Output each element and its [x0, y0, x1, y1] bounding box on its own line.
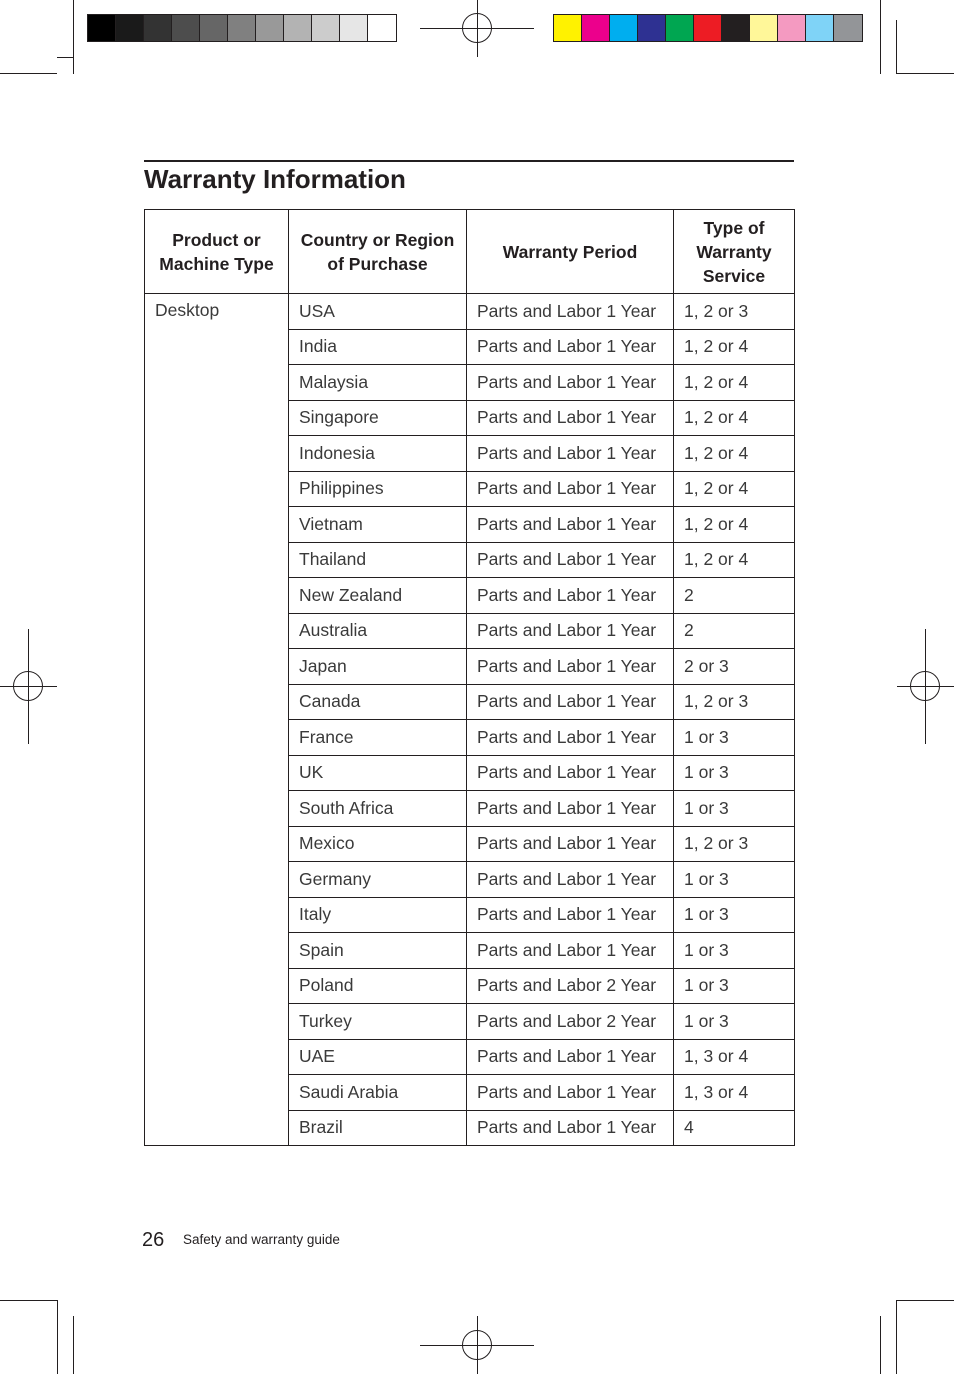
grayscale-swatch [340, 15, 368, 41]
service-cell: 1 or 3 [674, 720, 795, 756]
crop-mark [897, 1300, 954, 1301]
header-service: Type of Warranty Service [674, 210, 795, 294]
country-cell: South Africa [289, 791, 467, 827]
period-cell: Parts and Labor 1 Year [467, 436, 674, 472]
grayscale-swatch [172, 15, 200, 41]
country-cell: Poland [289, 968, 467, 1004]
process-swatch [582, 15, 610, 41]
country-cell: Canada [289, 684, 467, 720]
period-cell: Parts and Labor 1 Year [467, 933, 674, 969]
country-cell: Saudi Arabia [289, 1075, 467, 1111]
page-title: Warranty Information [144, 164, 406, 194]
service-cell: 1, 3 or 4 [674, 1075, 795, 1111]
service-cell: 1 or 3 [674, 968, 795, 1004]
period-cell: Parts and Labor 2 Year [467, 968, 674, 1004]
crop-mark [57, 57, 74, 58]
period-cell: Parts and Labor 1 Year [467, 1075, 674, 1111]
header-product: Product or Machine Type [145, 210, 289, 294]
service-cell: 1 or 3 [674, 862, 795, 898]
grayscale-swatch [200, 15, 228, 41]
process-swatch [806, 15, 834, 41]
service-cell: 1, 2 or 4 [674, 507, 795, 543]
period-cell: Parts and Labor 1 Year [467, 649, 674, 685]
period-cell: Parts and Labor 1 Year [467, 471, 674, 507]
crop-mark [57, 1300, 58, 1374]
crop-mark [0, 73, 57, 74]
process-swatch [610, 15, 638, 41]
country-cell: Thailand [289, 542, 467, 578]
header-period: Warranty Period [467, 210, 674, 294]
period-cell: Parts and Labor 1 Year [467, 897, 674, 933]
period-cell: Parts and Labor 1 Year [467, 826, 674, 862]
process-swatch [694, 15, 722, 41]
service-cell: 1 or 3 [674, 933, 795, 969]
country-cell: UAE [289, 1039, 467, 1075]
service-cell: 1, 2 or 3 [674, 826, 795, 862]
service-cell: 2 [674, 578, 795, 614]
grayscale-swatch [116, 15, 144, 41]
process-swatch [722, 15, 750, 41]
country-cell: Philippines [289, 471, 467, 507]
service-cell: 1, 2 or 4 [674, 471, 795, 507]
country-cell: Vietnam [289, 507, 467, 543]
service-cell: 1, 2 or 3 [674, 684, 795, 720]
crop-mark [897, 73, 954, 74]
country-cell: Germany [289, 862, 467, 898]
service-cell: 1, 2 or 4 [674, 365, 795, 401]
country-cell: UK [289, 755, 467, 791]
service-cell: 1 or 3 [674, 897, 795, 933]
service-cell: 1 or 3 [674, 1004, 795, 1040]
grayscale-color-bar [87, 14, 397, 42]
process-swatch [638, 15, 666, 41]
registration-circle [910, 671, 940, 701]
period-cell: Parts and Labor 1 Year [467, 755, 674, 791]
country-cell: France [289, 720, 467, 756]
period-cell: Parts and Labor 1 Year [467, 542, 674, 578]
service-cell: 1, 2 or 4 [674, 400, 795, 436]
period-cell: Parts and Labor 1 Year [467, 507, 674, 543]
period-cell: Parts and Labor 1 Year [467, 1039, 674, 1075]
service-cell: 2 or 3 [674, 649, 795, 685]
country-cell: Australia [289, 613, 467, 649]
country-cell: Japan [289, 649, 467, 685]
period-cell: Parts and Labor 2 Year [467, 1004, 674, 1040]
crop-mark [73, 0, 74, 74]
service-cell: 1, 3 or 4 [674, 1039, 795, 1075]
service-cell: 1 or 3 [674, 791, 795, 827]
registration-circle [13, 671, 43, 701]
guide-title: Safety and warranty guide [183, 1232, 340, 1247]
process-swatch [834, 15, 862, 41]
country-cell: USA [289, 294, 467, 330]
grayscale-swatch [368, 15, 396, 41]
country-cell: Brazil [289, 1110, 467, 1146]
period-cell: Parts and Labor 1 Year [467, 1110, 674, 1146]
country-cell: India [289, 329, 467, 365]
crop-mark [896, 1300, 897, 1374]
service-cell: 1, 2 or 4 [674, 329, 795, 365]
period-cell: Parts and Labor 1 Year [467, 294, 674, 330]
registration-circle [462, 13, 492, 43]
period-cell: Parts and Labor 1 Year [467, 400, 674, 436]
service-cell: 4 [674, 1110, 795, 1146]
period-cell: Parts and Labor 1 Year [467, 329, 674, 365]
country-cell: New Zealand [289, 578, 467, 614]
period-cell: Parts and Labor 1 Year [467, 720, 674, 756]
period-cell: Parts and Labor 1 Year [467, 862, 674, 898]
grayscale-swatch [228, 15, 256, 41]
period-cell: Parts and Labor 1 Year [467, 791, 674, 827]
period-cell: Parts and Labor 1 Year [467, 684, 674, 720]
service-cell: 1 or 3 [674, 755, 795, 791]
service-cell: 1, 2 or 4 [674, 436, 795, 472]
country-cell: Mexico [289, 826, 467, 862]
country-cell: Turkey [289, 1004, 467, 1040]
crop-mark [880, 1316, 881, 1374]
crop-mark [880, 0, 881, 74]
header-country: Country or Region of Purchase [289, 210, 467, 294]
service-cell: 1, 2 or 4 [674, 542, 795, 578]
table-header-row [145, 210, 795, 294]
country-cell: Malaysia [289, 365, 467, 401]
service-cell: 1, 2 or 3 [674, 294, 795, 330]
country-cell: Indonesia [289, 436, 467, 472]
grayscale-swatch [144, 15, 172, 41]
warranty-table [144, 209, 795, 1146]
period-cell: Parts and Labor 1 Year [467, 613, 674, 649]
crop-mark [73, 1316, 74, 1374]
process-color-bar [553, 14, 863, 42]
country-cell: Italy [289, 897, 467, 933]
country-cell: Singapore [289, 400, 467, 436]
period-cell: Parts and Labor 1 Year [467, 578, 674, 614]
grayscale-swatch [256, 15, 284, 41]
registration-circle [462, 1330, 492, 1360]
grayscale-swatch [88, 15, 116, 41]
process-swatch [778, 15, 806, 41]
crop-mark [896, 20, 897, 74]
crop-mark [0, 1300, 57, 1301]
product-cell: Desktop [145, 294, 289, 1146]
grayscale-swatch [284, 15, 312, 41]
process-swatch [554, 15, 582, 41]
process-swatch [666, 15, 694, 41]
process-swatch [750, 15, 778, 41]
table-row [145, 294, 795, 330]
service-cell: 2 [674, 613, 795, 649]
country-cell: Spain [289, 933, 467, 969]
grayscale-swatch [312, 15, 340, 41]
period-cell: Parts and Labor 1 Year [467, 365, 674, 401]
page-number: 26 [142, 1229, 165, 1251]
